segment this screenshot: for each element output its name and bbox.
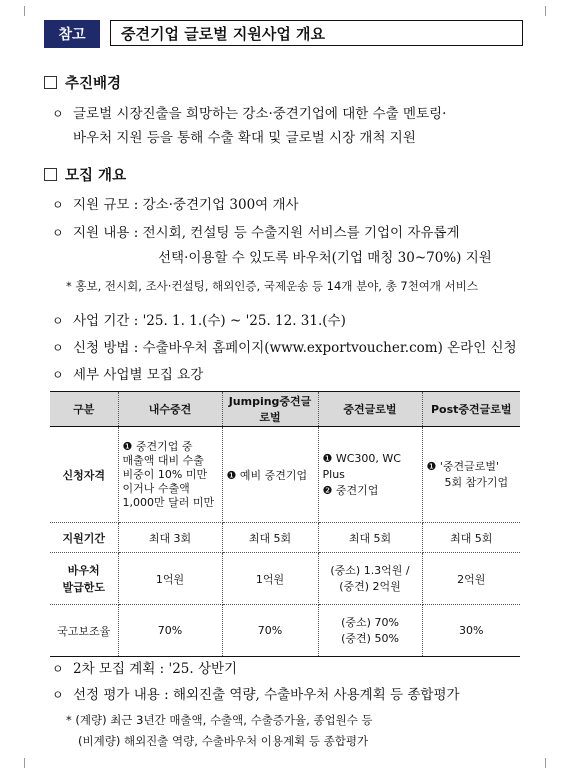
section-heading-recruitment — [44, 164, 126, 185]
page-corner-mark — [24, 758, 35, 768]
cell-line: ❶ 예비 중견기업 — [226, 468, 308, 482]
page-title: 중견기업 글로벌 지원사업 개요 — [110, 20, 523, 46]
table-cell: 70% — [118, 605, 222, 657]
cell-line: 이거나 수출액 — [122, 481, 190, 495]
table-cell — [118, 427, 222, 523]
row-label: 신청자격 — [50, 427, 118, 523]
support-scale: 지원 규모 : 강소·중견기업 300여 개사 — [73, 197, 299, 213]
table-cell: 최대 3회 — [118, 523, 222, 553]
cell-line: 1,000만 달러 미만 — [122, 495, 215, 509]
circle-bullet-icon: ㅇ — [52, 688, 64, 702]
table-cell — [318, 605, 422, 657]
detail-requirements: 세부 사업별 모집 요강 — [73, 367, 204, 383]
table-cell: 30% — [422, 605, 520, 657]
table-cell: 최대 5회 — [422, 523, 520, 553]
table-header-cell: Jumping중견글로벌 — [222, 392, 318, 427]
row-label: 국고보조율 — [50, 605, 118, 657]
section-heading-text: 모집 개요 — [65, 168, 127, 184]
row-label: 바우처 발급한도 — [50, 553, 118, 605]
table-header-cell: Post중견글로벌 — [422, 392, 520, 427]
table-cell: 1억원 — [118, 553, 222, 605]
cell-line: ❶ WC300, WC Plus — [322, 451, 401, 481]
page-corner-mark — [24, 6, 35, 16]
cell-line: ❷ 중견기업 — [322, 483, 379, 497]
evaluation-content: 선정 평가 내용 : 해외진출 역량, 수출바우처 사용계획 등 종합평가 — [73, 687, 460, 703]
table-cell: 1억원 — [222, 553, 318, 605]
evaluation-note-2: (비계량) 해외진출 역량, 수출바우처 이용계획 등 종합평가 — [78, 734, 369, 748]
cell-line: (중소) 70% — [341, 615, 399, 629]
service-note: * 홍보, 전시회, 조사·컨설팅, 해외인증, 국제운송 등 14개 분야, 총 7천여개 서비스 — [66, 279, 479, 293]
recruitment-table — [50, 391, 520, 657]
table-row — [50, 553, 520, 605]
table-row — [50, 605, 520, 657]
table-cell — [222, 427, 318, 523]
table-cell — [318, 427, 422, 523]
table-cell: 최대 5회 — [222, 523, 318, 553]
checkbox-square-icon — [44, 76, 57, 89]
table-cell — [422, 427, 520, 523]
table-header-cell: 중견글로벌 — [318, 392, 422, 427]
cell-line: (중견) 2억원 — [339, 579, 401, 593]
table-cell: 2억원 — [422, 553, 520, 605]
checkbox-square-icon — [44, 168, 57, 181]
circle-bullet-icon: ㅇ — [52, 107, 64, 121]
row-label: 지원기간 — [50, 523, 118, 553]
table-cell: 최대 5회 — [318, 523, 422, 553]
circle-bullet-icon: ㅇ — [52, 226, 64, 240]
cell-line: 비중이 10% 미만 — [122, 467, 208, 481]
background-line-1: 글로벌 시장진출을 희망하는 강소·중견기업에 대한 수출 멘토링· — [73, 106, 447, 122]
document-header — [44, 20, 525, 48]
page-corner-mark — [535, 6, 546, 16]
support-content-line-2: 선택·이용할 수 있도록 바우처(기업 매칭 30~70%) 지원 — [158, 250, 492, 266]
application-method: 신청 방법 : 수출바우처 홈페이지(www.exportvoucher.com) 온라인 신청 — [73, 340, 517, 356]
cell-line: 5회 참가기업 — [444, 475, 509, 489]
section-heading-background — [44, 72, 121, 93]
circle-bullet-icon: ㅇ — [52, 368, 64, 382]
table-cell — [318, 553, 422, 605]
second-recruitment-plan: 2차 모집 계획 : '25. 상반기 — [73, 661, 238, 677]
cell-line: (중견) 50% — [341, 631, 399, 645]
table-header-cell: 내수중견 — [118, 392, 222, 427]
circle-bullet-icon: ㅇ — [52, 198, 64, 212]
evaluation-note-1: * (계량) 최근 3년간 매출액, 수출액, 수출증가율, 종업원수 등 — [66, 713, 373, 727]
table-cell: 70% — [222, 605, 318, 657]
table-row — [50, 523, 520, 553]
business-period: 사업 기간 : '25. 1. 1.(수) ~ '25. 12. 31.(수) — [73, 313, 346, 329]
cell-line: ❶ '중견글로벌' — [426, 459, 500, 473]
cell-line: (중소) 1.3억원 / — [330, 563, 410, 577]
cell-line: ❶ 중견기업 중 — [122, 439, 193, 453]
table-header-row — [50, 392, 520, 427]
circle-bullet-icon: ㅇ — [52, 341, 64, 355]
table-row — [50, 427, 520, 523]
reference-badge: 참고 — [44, 20, 100, 48]
circle-bullet-icon: ㅇ — [52, 314, 64, 328]
background-line-2: 바우처 지원 등을 통해 수출 확대 및 글로벌 시장 개척 지원 — [73, 130, 416, 146]
cell-line: 매출액 대비 수출 — [122, 453, 204, 467]
table-header-cell: 구분 — [50, 392, 118, 427]
page-corner-mark — [535, 758, 546, 768]
circle-bullet-icon: ㅇ — [52, 662, 64, 676]
support-content-line-1: 지원 내용 : 전시회, 컨설팅 등 수출지원 서비스를 기업이 자유롭게 — [73, 225, 460, 241]
section-heading-text: 추진배경 — [65, 76, 122, 92]
